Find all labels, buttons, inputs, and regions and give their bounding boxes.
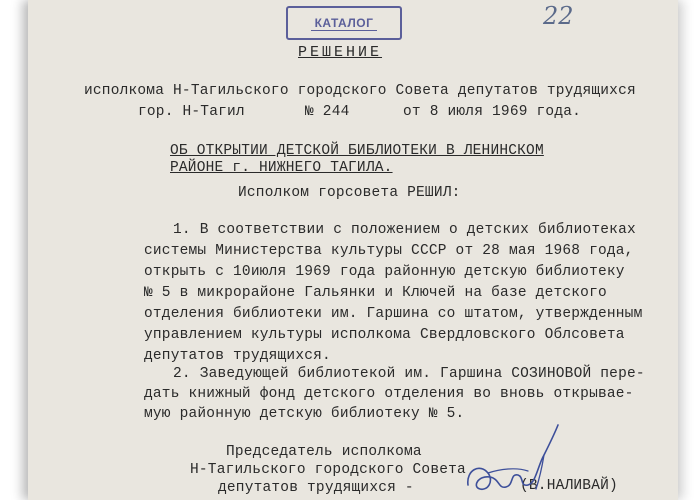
catalog-stamp-text: КАТАЛОГ: [311, 16, 378, 31]
item-1-line-5: отделения библиотеки им. Гаршина со штатом, утвержденным: [144, 306, 643, 322]
subject-line-2: РАЙОНЕ г. НИЖНЕГО ТАГИЛА.: [170, 160, 393, 176]
header-issuer: исполкома Н-Тагильского городского Совета депутатов трудящихся: [84, 83, 636, 99]
decision-intro: Исполком горсовета РЕШИЛ:: [238, 185, 461, 201]
document-title: РЕШЕНИЕ: [298, 44, 383, 61]
item-1-line-1: 1. В соответствии с положением о детских библиотеках: [173, 222, 636, 238]
item-2-line-2: дать книжный фонд детского отделения во вновь открывае-: [144, 386, 634, 402]
signoff-line-1: Председатель исполкома: [226, 444, 422, 460]
item-1-line-4: № 5 в микрорайоне Гальянки и Ключей на базе детского: [144, 285, 607, 301]
header-number: № 244: [305, 104, 350, 120]
handwritten-signature: [458, 415, 568, 500]
signatory-name: (В.НАЛИВАЙ): [520, 478, 618, 494]
item-2-line-3: мую районную детскую библиотеку № 5.: [144, 406, 465, 422]
page-number: 22: [543, 2, 574, 30]
signoff-line-2: Н-Тагильского городского Совета: [190, 462, 466, 478]
item-1-line-3: открыть с 10июля 1969 года районную детскую библиотеку: [144, 264, 625, 280]
subject-line-1: ОБ ОТКРЫТИИ ДЕТСКОЙ БИБЛИОТЕКИ В ЛЕНИНСКОМ: [170, 143, 544, 159]
document-page: [28, 0, 678, 500]
catalog-stamp: [286, 6, 402, 40]
item-1-line-6: управлением культуры исполкома Свердловского Облсовета: [144, 327, 625, 343]
item-2-line-1: 2. Заведующей библиотекой им. Гаршина СОЗИНОВОЙ пере-: [173, 366, 645, 382]
header-date: от 8 июля 1969 года.: [403, 104, 582, 120]
header-city: гор. Н-Тагил: [138, 104, 245, 120]
item-1-line-2: системы Министерства культуры СССР от 28 мая 1968 года,: [144, 243, 634, 259]
item-1-line-7: депутатов трудящихся.: [144, 348, 331, 364]
signoff-line-3: депутатов трудящихся -: [218, 480, 414, 496]
